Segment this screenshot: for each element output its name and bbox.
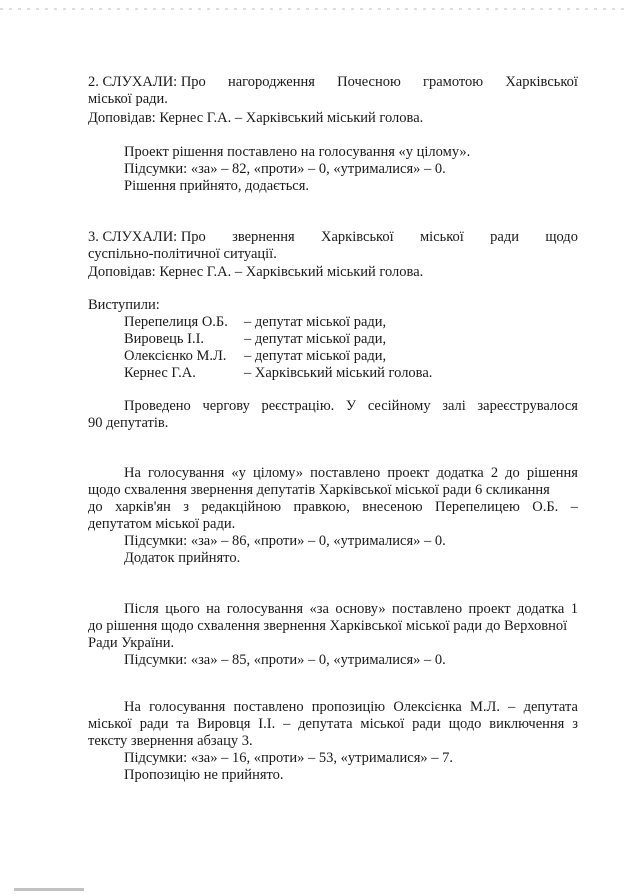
vote1-line1 bbox=[124, 465, 578, 482]
speaker-role: – депутат міської ради, bbox=[244, 314, 387, 330]
speaker-role: – депутат міської ради, bbox=[244, 348, 387, 364]
word: виключення bbox=[489, 716, 565, 732]
vote3-line1 bbox=[124, 699, 578, 716]
word: На bbox=[124, 699, 141, 715]
word: депутата bbox=[523, 699, 578, 715]
word: ради bbox=[490, 229, 519, 245]
word: – bbox=[570, 499, 578, 515]
word: реєстрацію. bbox=[261, 398, 335, 414]
item3-heading-line2: суспільно-політичної ситуації. bbox=[88, 246, 277, 262]
word: – bbox=[283, 716, 291, 732]
speakers-list bbox=[124, 314, 578, 382]
word: – bbox=[508, 699, 516, 715]
word: поставлено bbox=[233, 699, 304, 715]
speaker-role: – депутат міської ради, bbox=[244, 331, 387, 347]
vote1-line2: щодо схвалення звернення депутатів Харківської міської ради 6 скликання bbox=[88, 482, 550, 498]
word: 2 bbox=[490, 465, 499, 481]
word: І.І. bbox=[258, 716, 276, 732]
word: голосування bbox=[149, 699, 226, 715]
vote1-totals: Підсумки: «за» – 86, «проти» – 0, «утрималися» – 0. bbox=[124, 533, 446, 549]
vote1-line3 bbox=[88, 499, 578, 516]
word: до bbox=[88, 499, 103, 515]
word: 1 bbox=[570, 601, 578, 617]
word: з bbox=[572, 716, 578, 732]
word: на bbox=[206, 601, 221, 617]
word: цього bbox=[165, 601, 200, 617]
word: чергову bbox=[202, 398, 250, 414]
vote3-line3: тексту звернення абзацу 3. bbox=[88, 733, 253, 749]
speaker-name: Перепелиця О.Б. bbox=[124, 314, 228, 330]
word: ради bbox=[139, 716, 169, 732]
item2-result: Рішення прийнято, додається. bbox=[124, 178, 310, 194]
word: звернення bbox=[232, 229, 295, 245]
item2-heading-line1 bbox=[88, 74, 578, 91]
word: додатка bbox=[517, 601, 565, 617]
word: поставлено bbox=[310, 465, 381, 481]
word: щодо bbox=[545, 229, 578, 245]
word: ради bbox=[412, 716, 441, 732]
word: зареєструвалося bbox=[477, 398, 578, 414]
word: внесеною bbox=[362, 499, 423, 515]
speaker-row bbox=[124, 365, 578, 382]
word: міської bbox=[419, 229, 464, 245]
word: 3. СЛУХАЛИ: Про bbox=[88, 229, 206, 245]
word: проект bbox=[468, 601, 511, 617]
word: та bbox=[176, 716, 190, 732]
speaker-row bbox=[124, 348, 578, 365]
word: грамотою bbox=[423, 74, 484, 90]
word: депутата bbox=[298, 716, 353, 732]
speaker-name: Кернес Г.А. bbox=[124, 365, 196, 381]
word: голосування bbox=[226, 601, 304, 617]
word: цілому» bbox=[252, 465, 304, 481]
item2-reporter: Доповідав: Кернес Г.А. – Харківський міський голова. bbox=[88, 110, 424, 126]
speaker-role: – Харківський міський голова. bbox=[244, 365, 433, 381]
registration-line1 bbox=[124, 398, 578, 415]
word: Почесною bbox=[337, 74, 401, 90]
word: М.Л. bbox=[470, 699, 500, 715]
word: У bbox=[345, 398, 357, 414]
vote3-line2 bbox=[88, 716, 578, 733]
speaker-name: Вировець І.І. bbox=[124, 331, 205, 347]
speaker-name: Олексієнко М.Л. bbox=[124, 348, 227, 364]
word: Після bbox=[124, 601, 159, 617]
word: сесійному bbox=[367, 398, 431, 414]
word: «у bbox=[231, 465, 246, 481]
word: «за bbox=[309, 601, 329, 617]
word: Харківської bbox=[321, 229, 394, 245]
vote2-line1 bbox=[124, 601, 578, 618]
word: щодо bbox=[448, 716, 482, 732]
vote2-line2: до рішення щодо схвалення звернення Харківської міської ради до Верховної bbox=[88, 618, 568, 634]
word: Вировця bbox=[197, 716, 251, 732]
word: до bbox=[505, 465, 520, 481]
vote1-result: Додаток прийнято. bbox=[124, 550, 241, 566]
word: поставлено bbox=[392, 601, 463, 617]
item2-draft: Проект рішення поставлено на голосування «у цілому». bbox=[124, 144, 471, 160]
word: міської bbox=[88, 716, 132, 732]
word: Проведено bbox=[124, 398, 191, 414]
word: 2. СЛУХАЛИ: Про bbox=[88, 74, 206, 90]
speaker-row bbox=[124, 314, 578, 331]
word: з bbox=[183, 499, 189, 515]
item3-reporter: Доповідав: Кернес Г.А. – Харківський міський голова. bbox=[88, 264, 424, 280]
word: правкою, bbox=[293, 499, 350, 515]
word: О.Б. bbox=[532, 499, 559, 515]
word: нагородження bbox=[227, 74, 315, 90]
word: На bbox=[124, 465, 141, 481]
item3-heading-line1 bbox=[88, 229, 578, 246]
word: основу» bbox=[335, 601, 386, 617]
word: проект bbox=[387, 465, 430, 481]
item2-totals: Підсумки: «за» – 82, «проти» – 0, «утрималися» – 0. bbox=[124, 161, 446, 177]
vote3-totals: Підсумки: «за» – 16, «проти» – 53, «утрималися» – 7. bbox=[124, 750, 454, 766]
word: харків'ян bbox=[115, 499, 171, 515]
vote2-line3: Ради України. bbox=[88, 635, 175, 651]
speakers-label: Виступили: bbox=[88, 297, 160, 313]
word: Олексієнка bbox=[393, 699, 462, 715]
vote3-result: Пропозицію не прийнято. bbox=[124, 767, 284, 783]
item2-heading-line2: міської ради. bbox=[88, 91, 168, 107]
registration-line2: 90 депутатів. bbox=[88, 415, 169, 431]
vote2-totals: Підсумки: «за» – 85, «проти» – 0, «утрималися» – 0. bbox=[124, 652, 446, 668]
vote1-line4: депутатом міської ради. bbox=[88, 516, 236, 532]
word: Перепелицею bbox=[434, 499, 520, 515]
speaker-row bbox=[124, 331, 578, 348]
word: міської bbox=[360, 716, 405, 732]
scan-artifact-bottom bbox=[14, 888, 84, 891]
word: рішення bbox=[526, 465, 578, 481]
word: додатка bbox=[436, 465, 484, 481]
word: редакційною bbox=[201, 499, 282, 515]
word: голосування bbox=[148, 465, 225, 481]
word: пропозицію bbox=[311, 699, 386, 715]
word: залі bbox=[442, 398, 466, 414]
scan-artifact-top bbox=[0, 8, 624, 10]
word: Харківської bbox=[505, 74, 578, 90]
